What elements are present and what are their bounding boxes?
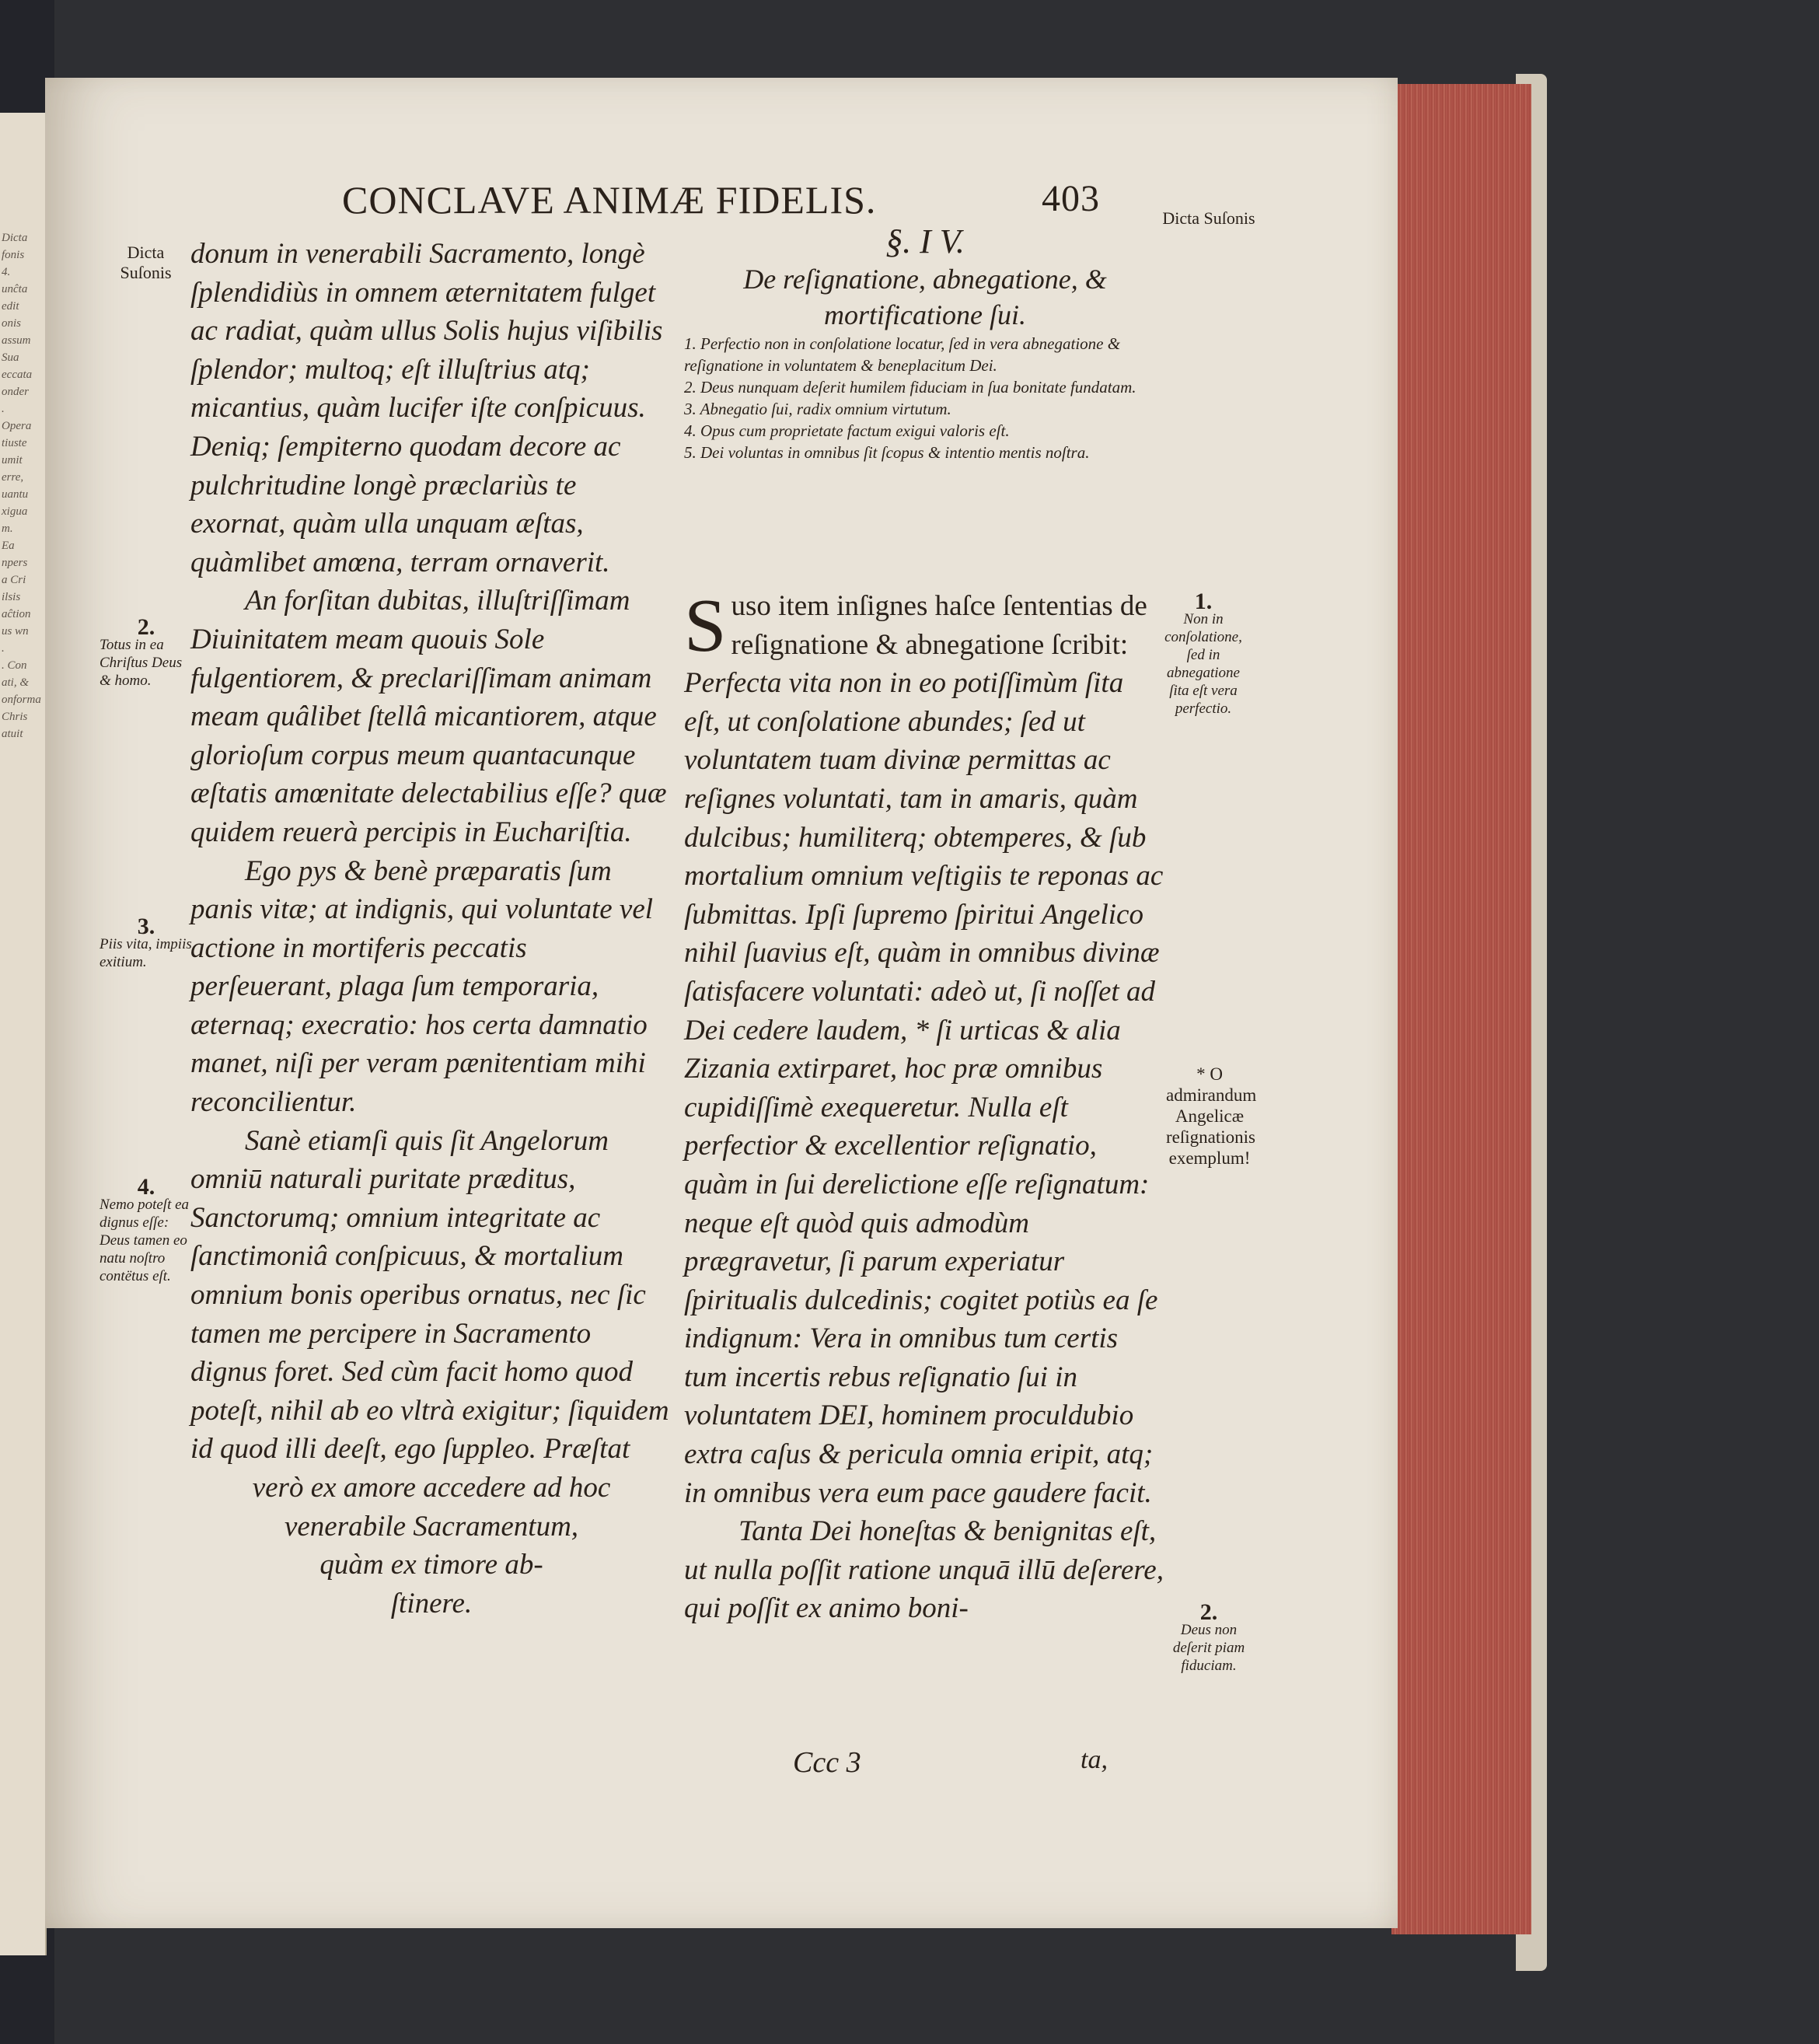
left-paragraph-2: An forſitan dubitas, illuſtriſſimam Diuinitatem meam quouis Sole fulgentiorem, & preclariſſimam animam meam quâlibet ſtellâ micantiorem, atque glorioſum corpus meum quantacunque æſtatis amœnitate delectabilius eſſe? quæ quidem reuerà percipis in Euchariſtia. [190,585,667,848]
page-number: 403 [1042,178,1100,219]
right-margin-note-1: Dicta Suſonis [1162,208,1255,228]
section-title-line-2: mortificatione ſui. [824,299,1026,330]
right-margin-note-3: * O admirandum Angelicæ reſignationis exemplum! [1166,1064,1257,1168]
left-paragraph-4: Sanè etiamſi quis ſit Angelorum omniū naturali puritate præditus, Sanctorumq; omnium integritate ac ſanctimoniâ conſpicuus, & mortalium omnium bonis operibus ornatus, nec ſic tamen me percipere in Sacramento dignus foret. Sed cùm facit homo quod poteſt, nihil ab eo vltrà exigitur; ſiquidem id quod illi deeſt, ego ſuppleo. Præſtat [190,1124,669,1466]
summary-item-2: 2. Deus nunquam deſerit humilem fiduciam in ſua bonitate fundatam. [684,378,1136,397]
summary-item-1: 1. Perfectio non in conſolatione locatur, ſed in vera abnegatione & reſignatione in voluntatem & beneplacitum Dei. [684,334,1121,375]
left-paragraph-3: Ego pys & benè præparatis ſum panis vitæ; at indignis, qui voluntate vel actione in mortiferis peccatis perſeuerant, plaga ſum temporaria, æternaq; execratio: hos certa damnatio manet, niſi per veram pænitentiam mihi reconcilientur. [190,854,654,1119]
summary-item-3: 3. Abnegatio ſui, radix omnium virtutum. [684,400,951,418]
running-title: CONCLAVE ANIMÆ FIDELIS. [342,178,877,222]
section-title-line-1: De reſignatione, abnegatione, & [743,264,1107,295]
right-paragraph-1 [684,584,1166,1512]
left-margin-note-2: 2. Totus in ea Chriſtus Deus & homo. [100,614,183,689]
summary-item-4: 4. Opus cum proprietate factum exigui valoris eſt. [684,421,1010,440]
previous-page-edge [0,113,47,1955]
summary-item-5: 5. Dei voluntas in omnibus ſit ſcopus & intentio mentis noſtra. [684,443,1090,462]
right-margin-note-2: 1. Non in conſolatione, ſed in abnegatione ſita eſt vera perfectio. [1164,589,1242,717]
left-margin-note-3: 3. Piis vita, impiis exitium. [100,914,192,970]
left-closing-line-1: verò ex amore accedere ad hoc [252,1472,611,1504]
page-block-edge [1391,84,1531,1934]
drop-cap: S [684,584,727,668]
left-column [190,235,672,1623]
previous-page-margin-text: Dicta fonis 4. unĉta edit onis assum Sua eccata onder . Opera tiuste umit erre, uantu xigua m. Ea npers a Cri ilsis aĉtion us wn . . Con ati, & onforma Chris atuit [2,232,41,740]
section-number: §. I V. [885,222,965,260]
right-column [684,584,1166,1628]
left-closing-line-4: ſtinere. [390,1587,473,1619]
left-margin-note-1: Dicta Suſonis [120,243,172,282]
left-closing-line-2: venerabile Sacramentum, [284,1510,579,1543]
left-margin-note-4: 4. Nemo poteſt ea dignus eſſe: Deus tamen eo natu noſtro contëtus eſt. [100,1174,190,1284]
right-paragraph-1-body: Perfecta vita non in eo potiſſimùm ſita eſt, ut conſolatione abundes; ſed ut voluntatem tuam divinæ permittas ac reſignes voluntati, tam in amaris, quàm dulcibus; humiliterq; obtemperes, & ſub mortalium omnium veſtigiis te reponas ac ſubmittas. Ipſi ſupremo ſpiritui Angelico nihil ſuavius eſt, quàm in omnibus divinæ ſatisfacere voluntati: adeò ut, ſi noſſet ad Dei cedere laudem, * ſi urticas & alia Zizania extirparet, hoc præ omnibus cupidiſſimè exequeretur. Nulla eſt perfectior & excellentior reſignatio, quàm in ſui derelictione eſſe reſignatum: neque eſt quòd quis admodùm prægravetur, ſi parum experiatur ſpiritualis dulcedinis; cogitet potiùs ea ſe indignum: Vera in omnibus tum certis tum incertis rebus reſignatio ſui in voluntatem DEI, hominem proculdubio extra caſus & pericula omnia eripit, atq; in omnibus vera eum pace gaudere facit. [684,667,1164,1509]
section-summary [684,333,1164,463]
section-heading [684,222,1166,333]
intro-text: uso item inſignes haſce ſententias de reſignatione & abnegatione ſcribit: [731,590,1147,661]
running-header [342,177,1197,222]
right-paragraph-2: Tanta Dei honeſtas & benignitas eſt, ut nulla poſſit ratione unquā illū deſerere, qui poſſit ex animo boni- [684,1515,1164,1625]
catchword: ta, [1081,1745,1108,1774]
left-paragraph-1: donum in venerabili Sacramento, longè ſplendidiùs in omnem æternitatem fulget ac radiat, quàm ullus Solis hujus viſibilis ſplendor; multoq; eſt illuſtrius atq; micantius, quàm lucifer iſte conſpicuus. Deniq; ſempiterno quodam decore ac pulchritudine longè præclariùs te exornat, quàm ulla unquam æſtas, quàmlibet amœna, terram ornaverit. [190,238,663,578]
right-margin-note-4: 2. Deus non deſerit piam fiduciam. [1172,1599,1245,1674]
left-closing-line-3: quàm ex timore ab- [319,1549,543,1581]
signature-mark: Ccc 3 [793,1746,861,1779]
